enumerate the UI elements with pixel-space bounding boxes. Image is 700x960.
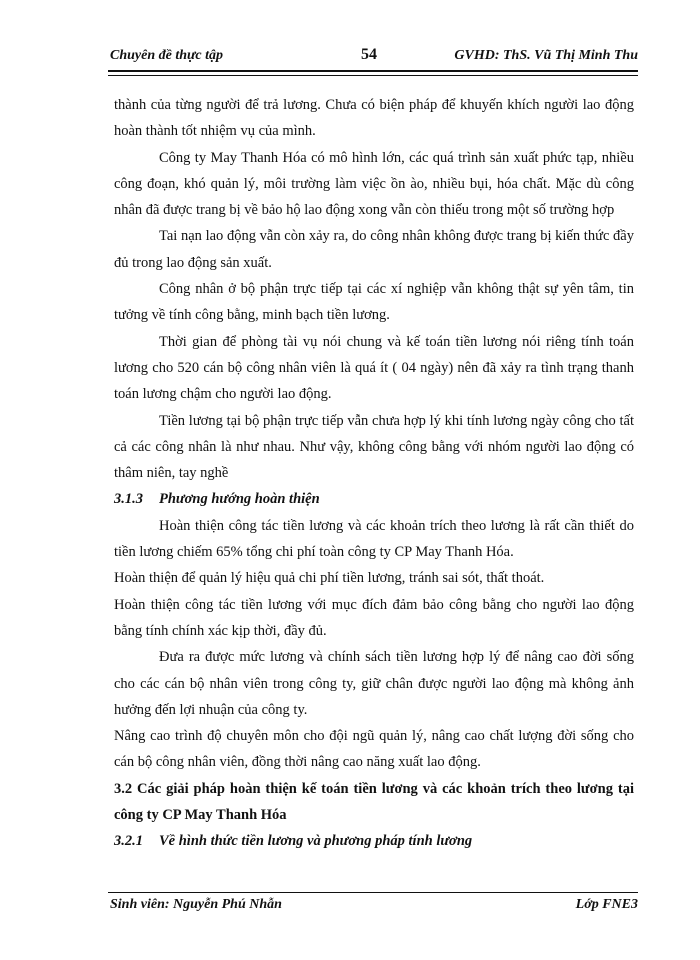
paragraph-equity: Hoàn thiện công tác tiền lương với mục đích đảm bảo công bằng cho người lao động bằng tính chính xác kịp thời, đầy đủ.	[114, 596, 634, 639]
header-supervisor: GVHD: ThS. Vũ Thị Minh Thu	[454, 48, 638, 63]
header-course-title: Chuyên đề thực tập	[110, 48, 224, 63]
document-body	[114, 92, 634, 855]
paragraph-daily-wage: Tiền lương tại bộ phận trực tiếp vẫn chưa hợp lý khi tính lương ngày công cho tất cả các công nhân là như nhau. Như vậy, không công bằng với nhóm người lao động có thâm niên, tay nghề	[114, 412, 634, 482]
header-rule-thick	[108, 70, 638, 72]
footer-student: Sinh viên: Nguyễn Phú Nhẫn	[110, 897, 282, 912]
section-heading-3-2: 3.2 Các giải pháp hoàn thiện kế toán tiền lương và các khoản trích theo lương tại công ty CP May Thanh Hóa	[114, 780, 634, 824]
paragraph-training: Nâng cao trình độ chuyên môn cho đội ngũ quản lý, nâng cao chất lượng đời sống cho cán bộ công nhân viên, đồng thời nâng cao năng xuất lao động.	[114, 728, 634, 771]
paragraph-accidents: Tai nạn lao động vẫn còn xảy ra, do công nhân không được trang bị kiến thức đầy đủ trong lao động sản xuất.	[114, 228, 634, 271]
section-number: 3.1.3	[114, 491, 143, 508]
paragraph-fairness: Công nhân ở bộ phận trực tiếp tại các xí nghiệp vẫn không thật sự yên tâm, tin tưởng về tính công bằng, minh bạch tiền lương.	[114, 281, 634, 324]
paragraph-salary-policy: Đưa ra được mức lương và chính sách tiền lương hợp lý để nâng cao đời sống cho các cán bộ nhân viên trong công ty, giữ chân được người lao động mà không ảnh hưởng đến lợi nhuận của công ty.	[114, 649, 634, 718]
footer-rule	[108, 892, 638, 893]
paragraph-payroll-time: Thời gian để phòng tài vụ nói chung và kế toán tiền lương nói riêng tính toán lương cho 520 cán bộ công nhân viên là quá ít ( 04 ngày) nên đã xảy ra tình trạng thanh toán lương chậm cho người lao động.	[114, 333, 634, 403]
section-title: Về hình thức tiền lương và phương pháp tính lương	[159, 833, 473, 850]
page-header	[108, 46, 638, 68]
paragraph-continuation: thành của từng người để trả lương. Chưa có biện pháp để khuyến khích người lao động hoàn thành tốt nhiệm vụ của mình.	[114, 97, 634, 140]
page-number: 54	[361, 46, 377, 63]
header-rule-thin	[108, 75, 638, 76]
paragraph-necessity: Hoàn thiện công tác tiền lương và các khoản trích theo lương là rất cần thiết do tiền lương chiếm 65% tổng chi phí toàn công ty CP May Thanh Hóa.	[114, 517, 634, 561]
paragraph-work-environment: Công ty May Thanh Hóa có mô hình lớn, các quá trình sản xuất phức tạp, nhiều công đoạn, khó quản lý, môi trường làm việc ồn ào, nhiều bụi, hóa chất. Mặc dù công nhân đã được trang bị về bảo hộ lao động xong vẫn còn thiếu trong một số trường hợp	[114, 149, 634, 219]
section-heading-3-2-1	[114, 828, 634, 854]
footer-class: Lớp FNE3	[575, 897, 638, 912]
section-heading-3-1-3	[114, 486, 634, 512]
section-title: Phương hướng hoàn thiện	[159, 491, 320, 508]
section-number: 3.2.1	[114, 833, 143, 850]
paragraph-cost-management: Hoàn thiện để quản lý hiệu quả chi phí tiền lương, tránh sai sót, thất thoát.	[114, 570, 545, 587]
